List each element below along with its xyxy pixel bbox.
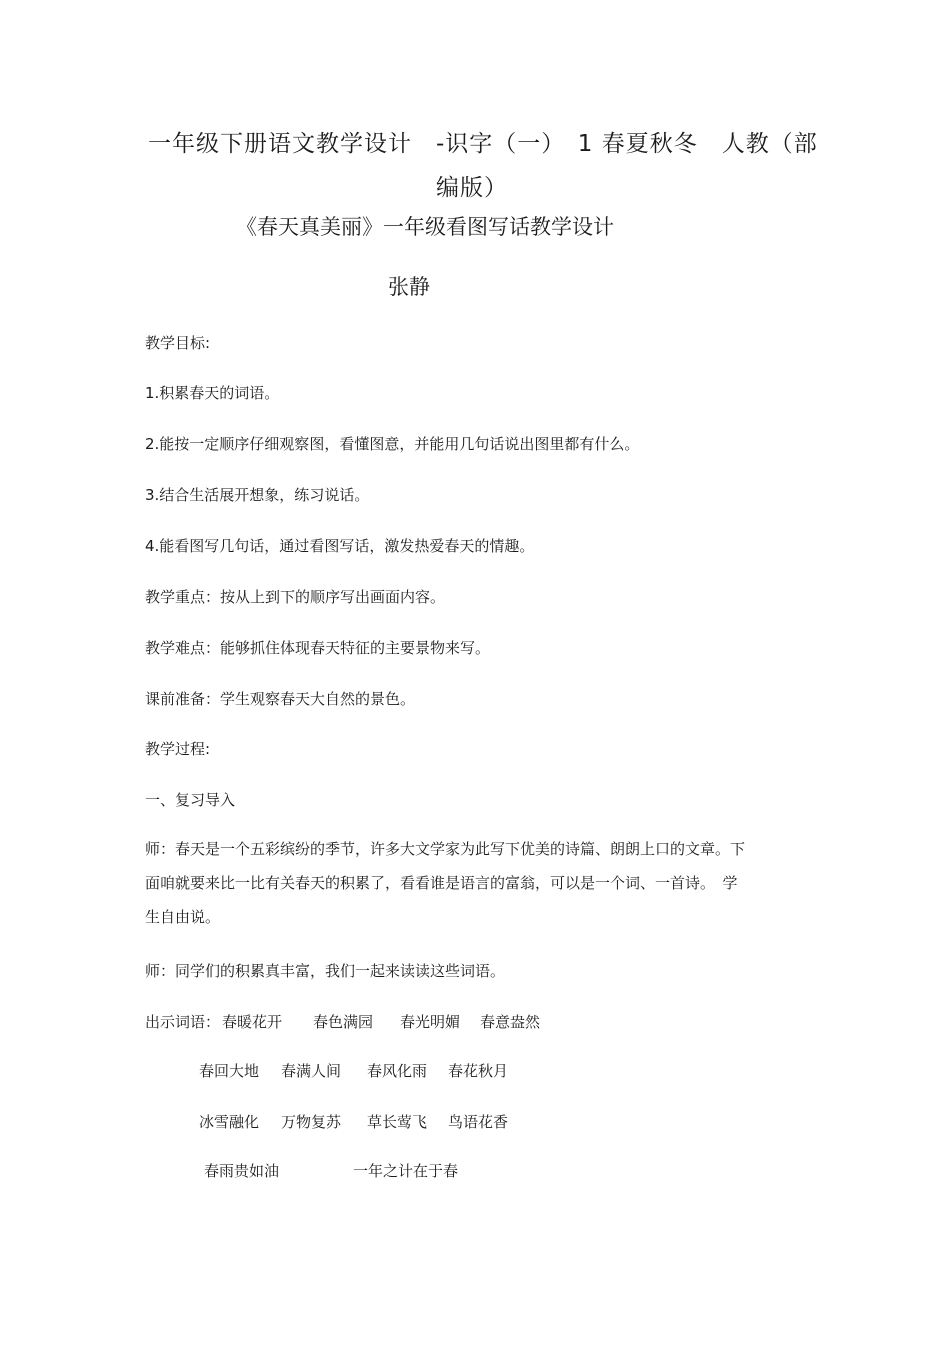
word-item: 冰雪融化 — [199, 1113, 260, 1131]
author-name: 张静 — [388, 275, 430, 299]
goal-item-3: 3.结合生活展开想象，练习说话。 — [145, 486, 370, 504]
word-item: 草长莺飞 — [367, 1113, 428, 1131]
teacher-paragraph-1: 师：春天是一个五彩缤纷的季节，许多大文学家为此写下优美的诗篇、朗朗上口的文章。下面咱就要来比一比有关春天的积累了，看看谁是语言的富翁，可以是一个词、一首诗。 学生自由说。 — [145, 840, 746, 926]
words-label: 出示词语： — [145, 1013, 221, 1031]
word-item: 春光明媚 — [400, 1013, 461, 1031]
teacher-paragraph-2: 师：同学们的积累真丰富，我们一起来读读这些词语。 — [145, 962, 506, 980]
document-subtitle: 《春天真美丽》一年级看图写话教学设计 — [236, 215, 614, 239]
words-row-4 — [204, 1161, 458, 1181]
word-item: 鸟语花香 — [448, 1113, 509, 1131]
word-item: 春风化雨 — [367, 1062, 428, 1080]
words-row-1 — [145, 1012, 540, 1032]
preparation: 课前准备：学生观察春天大自然的景色。 — [145, 690, 416, 708]
goal-item-4: 4.能看图写几句话，通过看图写话，激发热爱春天的情趣。 — [145, 537, 535, 555]
section-heading-1: 一、复习导入 — [145, 791, 236, 809]
word-item: 春满人间 — [281, 1062, 342, 1080]
word-item: 春回大地 — [199, 1062, 260, 1080]
words-row-3 — [199, 1112, 508, 1132]
word-item: 春雨贵如油 — [204, 1162, 280, 1180]
document-title-line-1: 一年级下册语文教学设计 -识字（一） 1 春夏秋冬 人教（部 — [148, 131, 818, 157]
goal-item-1: 1.积累春天的词语。 — [145, 384, 280, 402]
word-item: 春意盎然 — [480, 1013, 541, 1031]
key-point: 教学重点：按从上到下的顺序写出画面内容。 — [145, 588, 446, 606]
word-item: 春暖花开 — [222, 1013, 283, 1031]
word-item: 万物复苏 — [281, 1113, 342, 1131]
process-heading: 教学过程: — [145, 740, 211, 758]
word-item: 春色满园 — [313, 1013, 374, 1031]
word-item: 春花秋月 — [448, 1062, 509, 1080]
goal-item-2: 2.能按一定顺序仔细观察图，看懂图意，并能用几句话说出图里都有什么。 — [145, 435, 640, 453]
goals-heading: 教学目标: — [145, 334, 211, 352]
words-row-2 — [199, 1061, 508, 1081]
word-item: 一年之计在于春 — [353, 1162, 459, 1180]
document-title-line-2: 编版） — [436, 175, 508, 201]
difficulty: 教学难点：能够抓住体现春天特征的主要景物来写。 — [145, 639, 491, 657]
